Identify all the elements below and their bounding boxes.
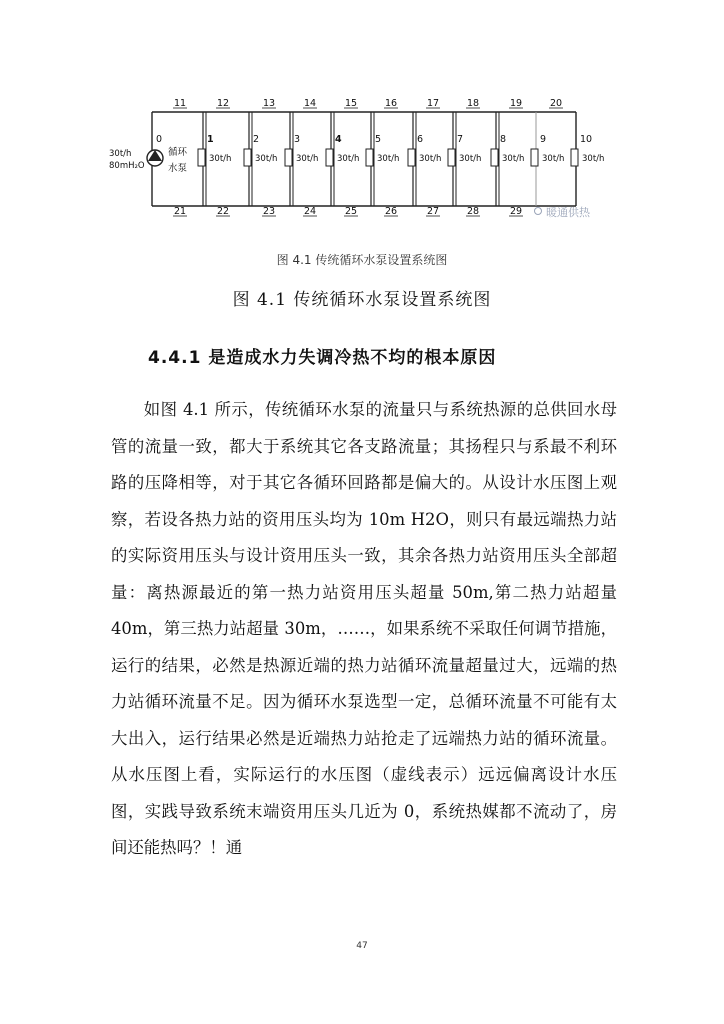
return-segment-number: 24 (303, 206, 317, 217)
system-diagram (108, 92, 618, 224)
branch-flow-label: 30t/h (419, 154, 442, 164)
supply-segment-number: 19 (509, 98, 523, 109)
node-number: 7 (457, 134, 464, 145)
source-head-label: 80mH₂O (109, 161, 145, 171)
supply-segment-number: 12 (216, 98, 230, 109)
flow-meter-box (326, 149, 333, 166)
node-number: 1 (207, 134, 214, 145)
body-paragraph: 如图 4.1 所示，传统循环水泵的流量只与系统热源的总供回水母管的流量一致，都大于系统其它各支路流量；其扬程只与系最不利环路的压降相等，对于其它各循环回路都是偏大的。从设计水压图上观察，若设各热力站的资用压头均为 10m H2O，则只有最远端热力站的实际资用压头与设计资用压头一致，其余各热力站资用压头全部超量：离热源最近的第一热力站资用压头超量 50m,第二热力站超量 40m，第三热力站超量 30m，……，如果系统不采取任何调节措施，运行的结果，必然是热源近端的热力站循环流量超量过大，远端的热力站循环流量不足。因为循环水泵选型一定，总循环流量不可能有太大出入，运行结果必然是近端热力站抢走了远端热力站的循环流量。从水压图上看，实际运行的水压图（虚线表示）远远偏离设计水压图，实践导致系统末端资用压头几近为 0，系统热媒都不流动了，房间还能热吗？！通 (111, 400, 617, 857)
branch-flow-label: 30t/h (459, 154, 482, 164)
figure-caption: 图 4.1 传统循环水泵设置系统图 (232, 290, 492, 310)
branch-flow-label: 30t/h (582, 154, 605, 164)
wechat-icon (535, 208, 542, 215)
flow-meter-box (198, 149, 205, 166)
flow-meter-box (408, 149, 415, 166)
return-segment-number: 21 (173, 206, 187, 217)
section-heading: 4.4.1 是造成水力失调冷热不均的根本原因 (148, 348, 497, 368)
flow-meter-box (244, 149, 251, 166)
flow-meter-box (448, 149, 455, 166)
branch-flow-label: 30t/h (377, 154, 400, 164)
node-number: 3 (294, 134, 301, 145)
body-text (111, 392, 617, 867)
return-segment-number: 28 (466, 206, 480, 217)
node-number: 10 (580, 134, 593, 145)
pump-label-line2: 水泵 (168, 163, 188, 174)
supply-segment-number: 17 (426, 98, 440, 109)
supply-segment-number: 14 (303, 98, 317, 109)
branch-flow-label: 30t/h (542, 154, 565, 164)
return-segment-number: 25 (344, 206, 358, 217)
pump-system-diagram (108, 92, 618, 224)
branch-flow-label: 30t/h (502, 154, 525, 164)
node-number: 8 (500, 134, 507, 145)
flow-meter-box (491, 149, 498, 166)
return-segment-number: 22 (216, 206, 230, 217)
supply-segment-number: 18 (466, 98, 480, 109)
watermark: 暖通供热 (546, 206, 590, 219)
node-number: 5 (375, 134, 382, 145)
node-number: 9 (540, 134, 547, 145)
pump-label-line1: 循环 (168, 147, 188, 158)
return-segment-number: 26 (384, 206, 398, 217)
branch-flow-label: 30t/h (296, 154, 319, 164)
node-number: 2 (253, 134, 260, 145)
page-number: 47 (356, 941, 368, 951)
flow-meter-box (571, 149, 578, 166)
branch-flow-label: 30t/h (255, 154, 278, 164)
return-segment-number: 29 (509, 206, 523, 217)
return-segment-number: 27 (426, 206, 440, 217)
node-number: 4 (335, 134, 342, 145)
figure-caption-small: 图 4.1 传统循环水泵设置系统图 (276, 253, 448, 267)
supply-segment-number: 15 (344, 98, 358, 109)
supply-segment-number: 20 (549, 98, 563, 109)
flow-meter-box (531, 149, 538, 166)
supply-segment-number: 11 (173, 98, 187, 109)
supply-segment-number: 13 (262, 98, 276, 109)
supply-segment-number: 16 (384, 98, 398, 109)
return-segment-number: 23 (262, 206, 276, 217)
source-flow-label: 30t/h (109, 149, 132, 159)
branch-flow-label: 30t/h (209, 154, 232, 164)
branch-flow-label: 30t/h (337, 154, 360, 164)
flow-meter-box (366, 149, 373, 166)
node-number: 0 (156, 134, 163, 145)
flow-meter-box (285, 149, 292, 166)
node-number: 6 (417, 134, 424, 145)
